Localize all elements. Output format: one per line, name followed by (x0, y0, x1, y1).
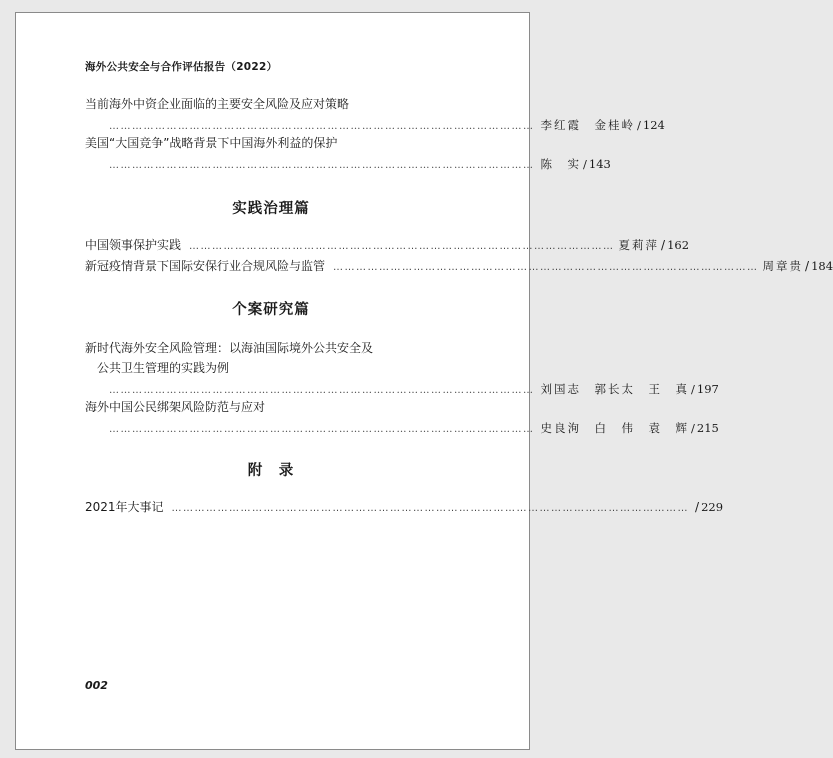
page-separator: / (661, 238, 666, 252)
toc-entry[interactable] (85, 135, 611, 174)
dot-leader: ……………………………………………………………………………………………………………………… (171, 503, 690, 514)
page-separator: / (637, 118, 641, 132)
toc-leader-row (85, 156, 611, 174)
toc-entry-title: 中国领事保护实践 (85, 238, 182, 252)
toc-entry[interactable] (85, 96, 665, 135)
toc-entry-title-continued: 公共卫生管理的实践为例 (97, 361, 230, 375)
page-separator: / (583, 157, 587, 171)
toc-entry-page: 124 (642, 118, 665, 132)
document-page (15, 12, 833, 750)
toc-entry-title: 当前海外中资企业面临的主要安全风险及应对策略 (85, 97, 350, 111)
toc-leader-row (85, 381, 719, 399)
section-heading-cases: 个案研究篇 (232, 301, 310, 318)
toc-entry-author: 夏莉萍 (618, 238, 660, 252)
toc-entry-title: 海外中国公民绑架风险防范与应对 (85, 400, 266, 414)
section-heading-practice: 实践治理篇 (232, 200, 310, 217)
toc-entry-author: 陈 实 (540, 157, 581, 171)
running-header: 海外公共安全与合作评估报告（2022） (85, 61, 278, 73)
dot-leader: ………………………………………………………………………………………………… (109, 160, 535, 171)
toc-entry-page: 162 (667, 238, 690, 252)
toc-entry-page: 184 (811, 259, 833, 273)
page-separator: / (691, 421, 695, 435)
dot-leader: ………………………………………………………………………………………………… (189, 241, 615, 252)
section-heading-appendix: 附 录 (247, 462, 295, 479)
dot-leader: ………………………………………………………………………………………………… (109, 424, 535, 435)
toc-leader-row (85, 117, 665, 135)
toc-entry[interactable] (85, 499, 724, 517)
toc-entry-author: 刘国志 郭长太 王 真 (540, 382, 689, 396)
toc-entry-page: 215 (696, 421, 719, 435)
toc-inline-row (85, 237, 690, 255)
toc-entry-page: 197 (696, 382, 719, 396)
toc-entry-title: 新时代海外安全风险管理：以海油国际境外公共安全及 (85, 341, 374, 355)
toc-entry-page: 143 (588, 157, 611, 171)
toc-entry[interactable] (85, 399, 719, 438)
toc-entry-page: 229 (701, 500, 724, 514)
toc-leader-row (85, 420, 719, 438)
toc-entry-author: 周章贵 (762, 259, 804, 273)
toc-inline-row (85, 258, 833, 276)
page-separator: / (695, 500, 700, 514)
toc-entry-title: 美国“大国竞争”战略背景下中国海外利益的保护 (85, 136, 338, 150)
toc-entry-title: 新冠疫情背景下国际安保行业合规风险与监管 (85, 259, 326, 273)
dot-leader: ………………………………………………………………………………………………… (333, 262, 759, 273)
toc-entry[interactable] (85, 340, 719, 399)
dot-leader: ………………………………………………………………………………………………… (109, 121, 535, 132)
toc-entry-author: 史良洵 白 伟 袁 辉 (540, 421, 689, 435)
toc-entry-author: 李红霞 金桂岭 (540, 118, 635, 132)
toc-entry[interactable] (85, 237, 690, 255)
dot-leader: ………………………………………………………………………………………………… (109, 385, 535, 396)
toc-entry[interactable] (85, 258, 833, 276)
toc-entry-title: 2021年大事记 (85, 500, 164, 514)
page-separator: / (805, 259, 810, 273)
page-separator: / (691, 382, 695, 396)
page-folio: 002 (85, 679, 108, 692)
toc-inline-row (85, 499, 724, 517)
